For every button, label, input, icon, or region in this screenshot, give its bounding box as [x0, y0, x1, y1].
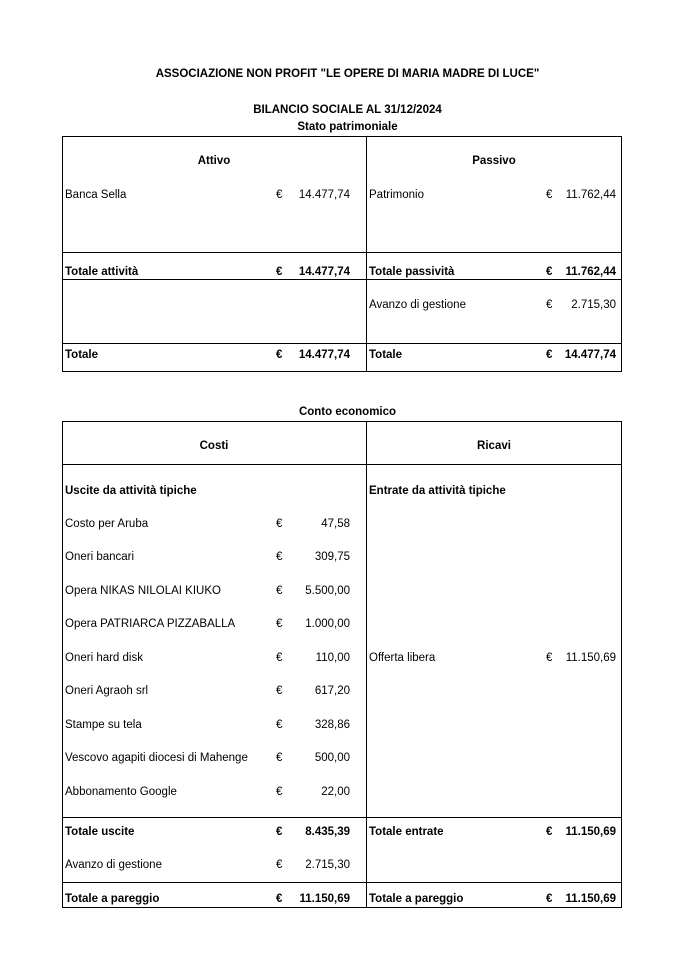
- cost-value: 500,00: [314, 752, 350, 764]
- currency-symbol: €: [276, 752, 283, 764]
- patrimonio-label: Patrimonio: [369, 189, 424, 201]
- patrimonio-value: 11.762,44: [565, 189, 616, 201]
- costi-header: Costi: [199, 440, 229, 452]
- currency-symbol: €: [546, 893, 553, 905]
- currency-symbol: €: [276, 685, 283, 697]
- cost-value: 22,00: [321, 786, 350, 798]
- currency-symbol: €: [546, 189, 553, 201]
- currency-symbol: €: [276, 189, 283, 201]
- cost-value: 617,20: [314, 685, 350, 697]
- cost-label: Opera PATRIARCA PIZZABALLA: [65, 618, 236, 630]
- totale-passivita-value: 11.762,44: [565, 266, 616, 278]
- cost-value: 110,00: [315, 652, 350, 664]
- totale-pareggio-left-label: Totale a pareggio: [65, 893, 160, 905]
- currency-symbol: €: [546, 652, 553, 664]
- totale-attivita-value: 14.477,74: [298, 266, 350, 278]
- banca-sella-value: 14.477,74: [298, 189, 350, 201]
- totale-pareggio-right-value: 11.150,69: [565, 893, 616, 905]
- totale-attivita-label: Totale attività: [65, 266, 139, 278]
- totale-pareggio-right-label: Totale a pareggio: [369, 893, 464, 905]
- cost-label: Opera NIKAS NILOLAI KIUKO: [65, 585, 221, 597]
- cost-value: 5.500,00: [305, 585, 350, 597]
- totale-passivita-label: Totale passività: [369, 266, 455, 278]
- currency-symbol: €: [276, 551, 283, 563]
- currency-symbol: €: [276, 826, 283, 838]
- cost-value: 1.000,00: [305, 618, 350, 630]
- totale-right-value: 14.477,74: [564, 349, 616, 361]
- currency-symbol: €: [546, 299, 553, 311]
- totale-left-label: Totale: [65, 349, 99, 361]
- currency-symbol: €: [276, 518, 283, 530]
- currency-symbol: €: [276, 349, 283, 361]
- banca-sella-label: Banca Sella: [65, 189, 127, 201]
- cost-label: Stampe su tela: [65, 719, 142, 731]
- entrate-title: Entrate da attività tipiche: [369, 485, 506, 497]
- section-title-stato-patrimoniale: Stato patrimoniale: [297, 121, 398, 133]
- currency-symbol: €: [546, 349, 553, 361]
- currency-symbol: €: [276, 859, 283, 871]
- cost-label: Costo per Aruba: [65, 518, 149, 530]
- report-title: BILANCIO SOCIALE AL 31/12/2024: [253, 104, 442, 116]
- offerta-libera-value: 11.150,69: [565, 652, 616, 664]
- avanzo-gestione-costi-value: 2.715,30: [305, 859, 350, 871]
- avanzo-gestione-value: 2.715,30: [571, 299, 616, 311]
- currency-symbol: €: [546, 266, 553, 278]
- passivo-header: Passivo: [472, 155, 516, 167]
- totale-entrate-value: 11.150,69: [565, 826, 616, 838]
- cost-label: Abbonamento Google: [65, 786, 177, 798]
- organization-title: ASSOCIAZIONE NON PROFIT "LE OPERE DI MARIA MADRE DI LUCE": [155, 68, 540, 80]
- cost-value: 328,86: [314, 719, 350, 731]
- cost-value: 47,58: [321, 518, 350, 530]
- currency-symbol: €: [276, 786, 283, 798]
- totale-uscite-value: 8.435,39: [305, 826, 350, 838]
- ricavi-header: Ricavi: [477, 440, 511, 452]
- uscite-title: Uscite da attività tipiche: [65, 485, 197, 497]
- cost-label: Vescovo agapiti diocesi di Mahenge: [65, 752, 248, 764]
- totale-pareggio-left-value: 11.150,69: [299, 893, 350, 905]
- cost-label: Oneri bancari: [65, 551, 135, 563]
- currency-symbol: €: [276, 719, 283, 731]
- currency-symbol: €: [276, 652, 283, 664]
- currency-symbol: €: [276, 618, 283, 630]
- attivo-header: Attivo: [197, 155, 231, 167]
- totale-uscite-label: Totale uscite: [65, 826, 135, 838]
- totale-left-value: 14.477,74: [298, 349, 350, 361]
- cost-label: Oneri Agraoh srl: [65, 685, 149, 697]
- cost-value: 309,75: [314, 551, 350, 563]
- avanzo-gestione-costi-label: Avanzo di gestione: [65, 859, 162, 871]
- offerta-libera-label: Offerta libera: [369, 652, 436, 664]
- totale-entrate-label: Totale entrate: [369, 826, 444, 838]
- currency-symbol: €: [276, 266, 283, 278]
- cost-label: Oneri hard disk: [65, 652, 143, 664]
- currency-symbol: €: [276, 585, 283, 597]
- section-title-conto-economico: Conto economico: [298, 406, 397, 418]
- currency-symbol: €: [546, 826, 553, 838]
- totale-right-label: Totale: [369, 349, 403, 361]
- avanzo-gestione-label: Avanzo di gestione: [369, 299, 466, 311]
- currency-symbol: €: [276, 893, 283, 905]
